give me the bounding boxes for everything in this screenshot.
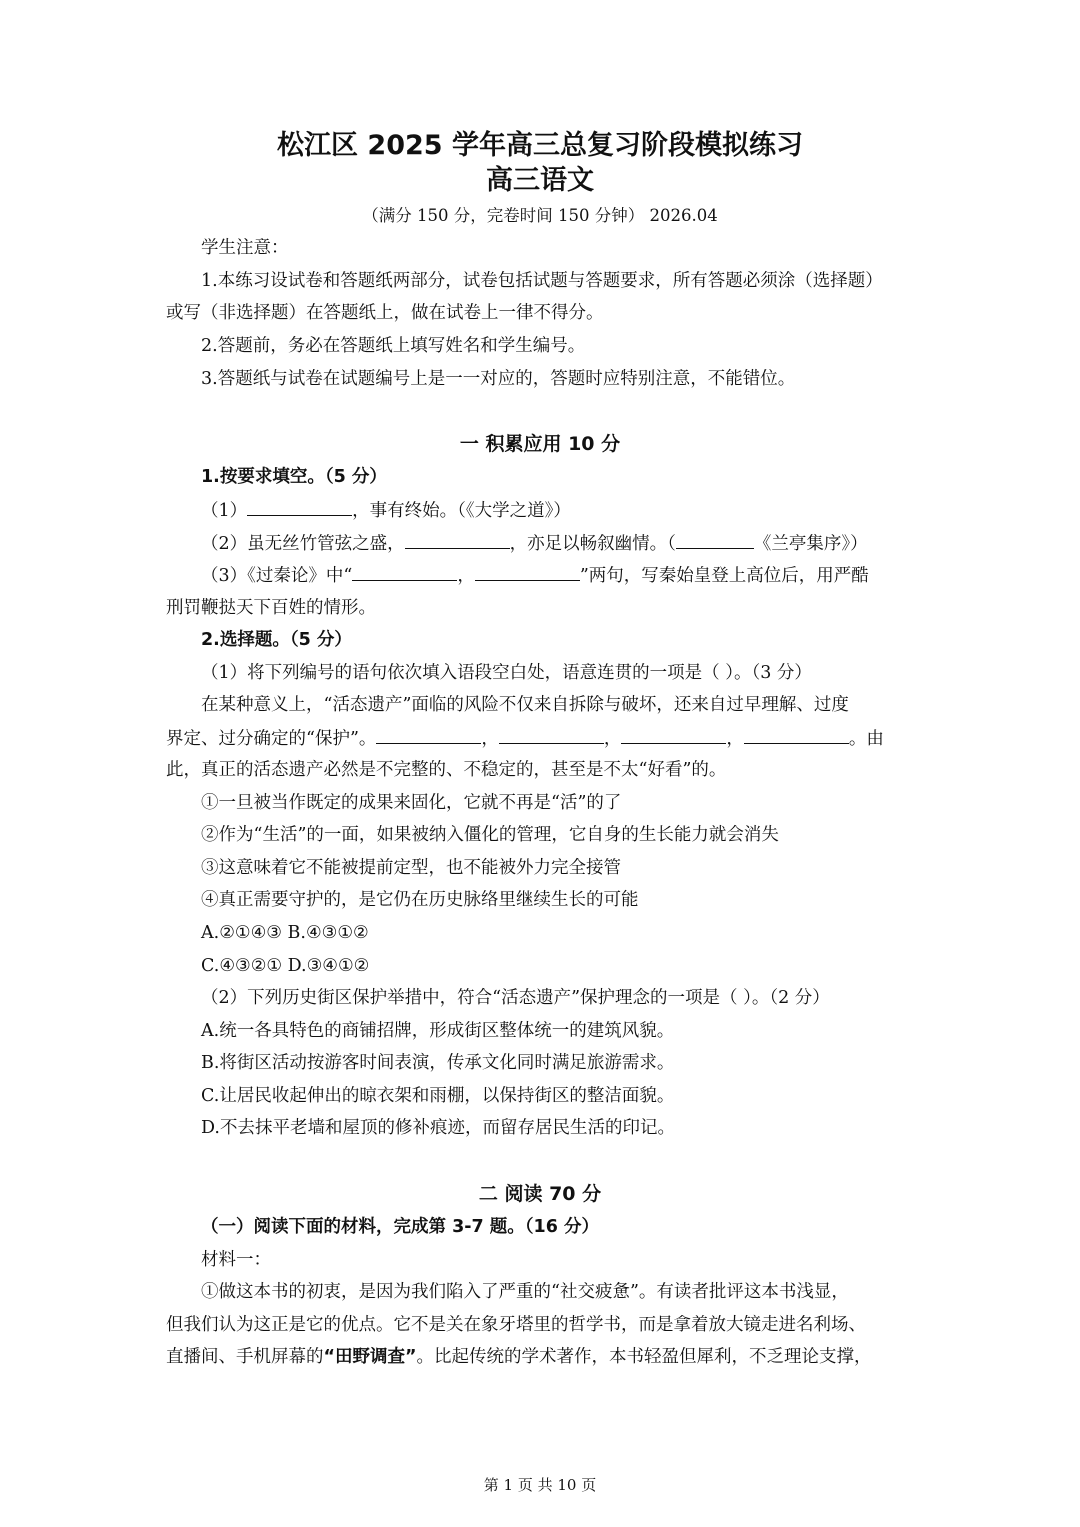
exam-title: 松江区 2025 学年高三总复习阶段模拟练习 — [277, 130, 803, 161]
option-b: B.将街区活动按游客时间表演，传承文化同时满足旅游需求。 — [201, 1053, 675, 1073]
passage-line: 此，真正的活态遗产必然是不完整的、不稳定的，甚至是不太“好看”的。 — [166, 760, 727, 780]
question-1-item-3-cont: 刑罚鞭挞天下百姓的情形。 — [166, 598, 376, 618]
material-line: 但我们认为这正是它的优点。它不是关在象牙塔里的哲学书，而是拿着放大镜走进名利场、 — [166, 1315, 866, 1335]
option-a: A.统一各具特色的商铺招牌，形成街区整体统一的建筑风貌。 — [201, 1021, 675, 1041]
question-2-part-1-stem: （1）将下列编号的语句依次填入语段空白处，语意连贯的一项是（ ）。（3 分） — [201, 663, 812, 683]
notice-item-2: 2.答题前，务必在答题纸上填写姓名和学生编号。 — [201, 336, 586, 356]
answer-blank[interactable] — [475, 562, 580, 581]
answer-blank[interactable] — [744, 725, 849, 744]
notice-item-1-cont: 或写（非选择题）在答题纸上，做在试卷上一律不得分。 — [166, 303, 604, 323]
question-1-stem: 1.按要求填空。（5 分） — [201, 467, 387, 487]
section-2-title: 二 阅读 70 分 — [478, 1183, 602, 1205]
notice-item-1: 1.本练习设试卷和答题纸两部分，试卷包括试题与答题要求，所有答题必须涂（选择题） — [201, 271, 883, 291]
reading-part-1-stem: （一）阅读下面的材料，完成第 3-7 题。（16 分） — [201, 1217, 599, 1237]
options-ab: A.②①④③ B.④③①② — [201, 923, 369, 943]
answer-blank[interactable] — [247, 497, 352, 516]
question-2-stem: 2.选择题。（5 分） — [201, 630, 352, 650]
sentence-4: ④真正需要守护的，是它仍在历史脉络里继续生长的可能 — [201, 890, 639, 910]
notice-heading: 学生注意： — [201, 238, 289, 258]
question-2-part-2-stem: （2）下列历史街区保护举措中，符合“活态遗产”保护理念的一项是（ ）。（2 分） — [201, 988, 830, 1008]
answer-blank[interactable] — [499, 725, 604, 744]
sentence-2: ②作为“生活”的一面，如果被纳入僵化的管理，它自身的生长能力就会消失 — [201, 825, 779, 845]
option-d: D.不去抹平老墙和屋顶的修补痕迹，而留存居民生活的印记。 — [201, 1118, 675, 1138]
answer-blank[interactable] — [376, 725, 481, 744]
material-line: 直播间、手机屏幕的“田野调查”。比起传统的学术著作，本书轻盈但犀利，不乏理论支撑， — [166, 1347, 872, 1367]
passage-line: 界定、过分确定的“保护”。 ， ， ， 。由 — [166, 725, 926, 752]
question-1-item-2: （2）虽无丝竹管弦之盛， ，亦足以畅叙幽情。（ 《兰亭集序》） — [201, 530, 961, 557]
exam-info: （满分 150 分，完卷时间 150 分钟） 2026.04 — [362, 206, 718, 225]
material-1-label: 材料一： — [201, 1250, 271, 1270]
sentence-3: ③这意味着它不能被提前定型，也不能被外力完全接管 — [201, 858, 621, 878]
options-cd: C.④③②① D.③④①② — [201, 956, 370, 976]
section-1-title: 一 积累应用 10 分 — [459, 433, 621, 455]
answer-blank[interactable] — [405, 530, 510, 549]
answer-blank[interactable] — [621, 725, 726, 744]
question-1-item-1: （1） ，事有终始。（《大学之道》） — [201, 497, 961, 524]
question-1-item-3: （3）《过秦论》中“ ， ”两句，写秦始皇登上高位后，用严酷 — [201, 562, 961, 589]
passage-line: 在某种意义上，“活态遗产”面临的风险不仅来自拆除与破坏，还来自过早理解、过度 — [201, 695, 849, 715]
sentence-1: ①一旦被当作既定的成果来固化，它就不再是“活”的了 — [201, 793, 622, 813]
answer-blank[interactable] — [352, 562, 457, 581]
page-number: 第 1 页 共 10 页 — [483, 1476, 597, 1494]
material-line: ①做这本书的初衷，是因为我们陷入了严重的“社交疲惫”。有读者批评这本书浅显， — [201, 1282, 849, 1302]
option-c: C.让居民收起伸出的晾衣架和雨棚，以保持街区的整洁面貌。 — [201, 1086, 675, 1106]
exam-subject: 高三语文 — [486, 165, 594, 196]
answer-blank[interactable] — [676, 530, 754, 549]
notice-item-3: 3.答题纸与试卷在试题编号上是一一对应的，答题时应特别注意，不能错位。 — [201, 369, 796, 389]
